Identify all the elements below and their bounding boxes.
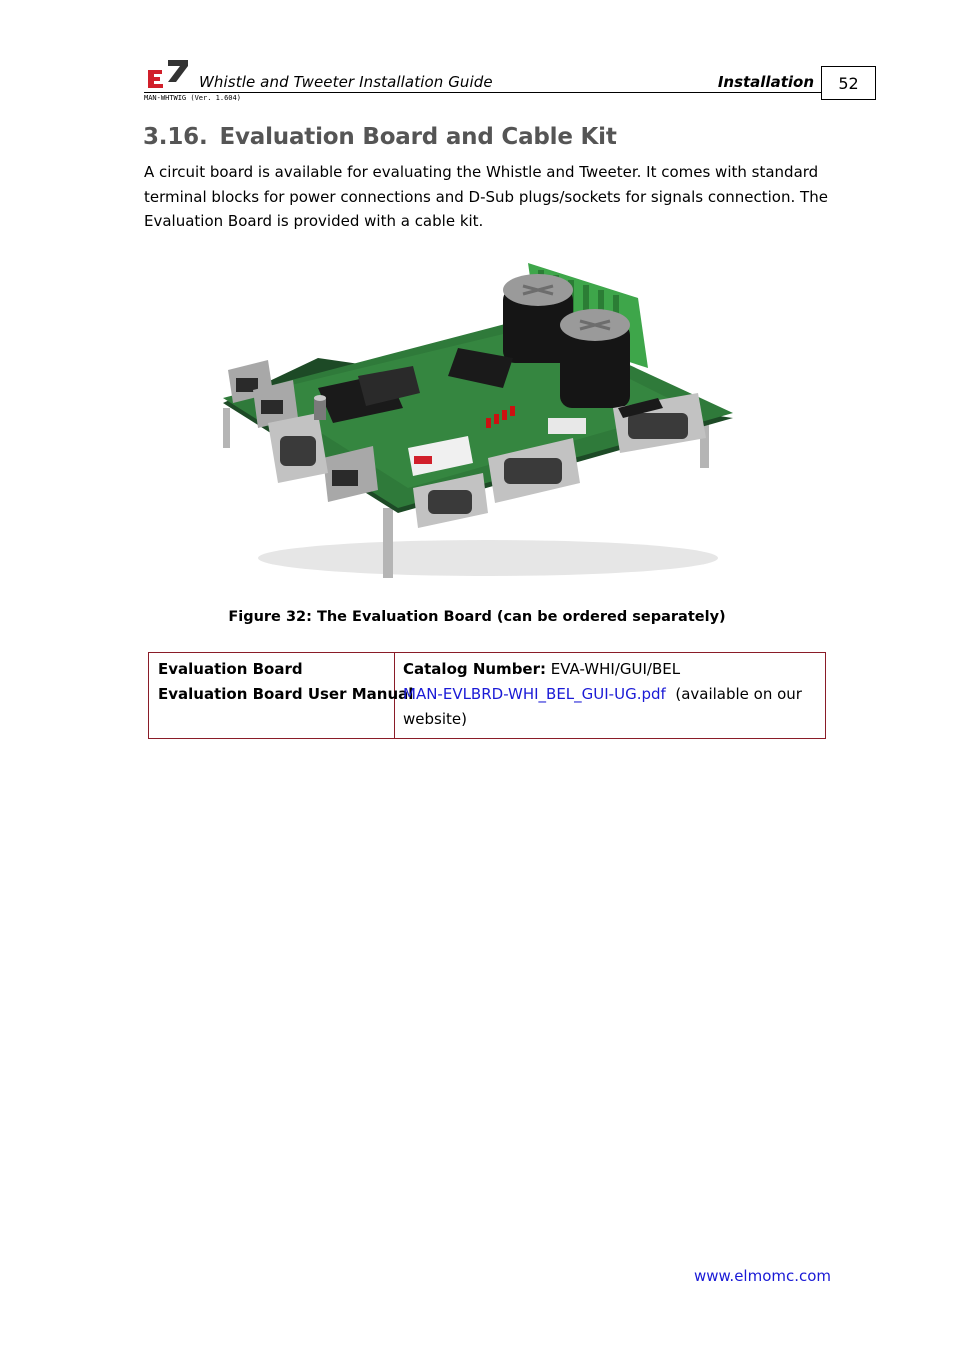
table-cell-right (403, 657, 813, 732)
catalog-number-label: Catalog Number: (403, 660, 546, 678)
evaluation-board-image (218, 258, 738, 588)
document-version: MAN-WHTWIG (Ver. 1.604) (144, 94, 241, 102)
page-number-text: 52 (838, 73, 859, 93)
manual-pdf-link[interactable]: MAN-EVLBRD-WHI_BEL_GUI-UG.pdf (403, 685, 666, 703)
manual-availability-note: (available on our (675, 685, 802, 703)
header-section-name: Installation (717, 73, 814, 91)
user-manual-label: Evaluation Board User Manual (158, 685, 414, 703)
manual-availability-note-cont: website) (403, 710, 467, 728)
paragraph-line: terminal blocks for power connections and D-Sub plugs/sockets for signals connection. The (144, 187, 828, 206)
kit-table (148, 652, 826, 739)
catalog-number-line (403, 657, 813, 682)
section-number: 3.16. (143, 124, 208, 150)
elmo-logo (146, 60, 190, 88)
table-cell-left (158, 657, 413, 707)
evaluation-board-label: Evaluation Board (158, 660, 303, 678)
paragraph-line: A circuit board is available for evaluating the Whistle and Tweeter. It comes with standard (144, 163, 819, 181)
catalog-number-value: EVA-WHI/GUI/BEL (550, 660, 681, 678)
header-divider (144, 92, 821, 93)
footer-website-link[interactable]: www.elmomc.com (694, 1267, 832, 1285)
intro-paragraph (144, 160, 828, 234)
page-number (821, 66, 876, 100)
paragraph-line: Evaluation Board is provided with a cable kit. (144, 212, 484, 230)
section-heading (143, 124, 617, 150)
document-title: Whistle and Tweeter Installation Guide (199, 73, 493, 91)
manual-link-line (403, 682, 813, 707)
section-title: Evaluation Board and Cable Kit (219, 124, 617, 150)
figure-caption: Figure 32: The Evaluation Board (can be ordered separately) (228, 609, 726, 625)
